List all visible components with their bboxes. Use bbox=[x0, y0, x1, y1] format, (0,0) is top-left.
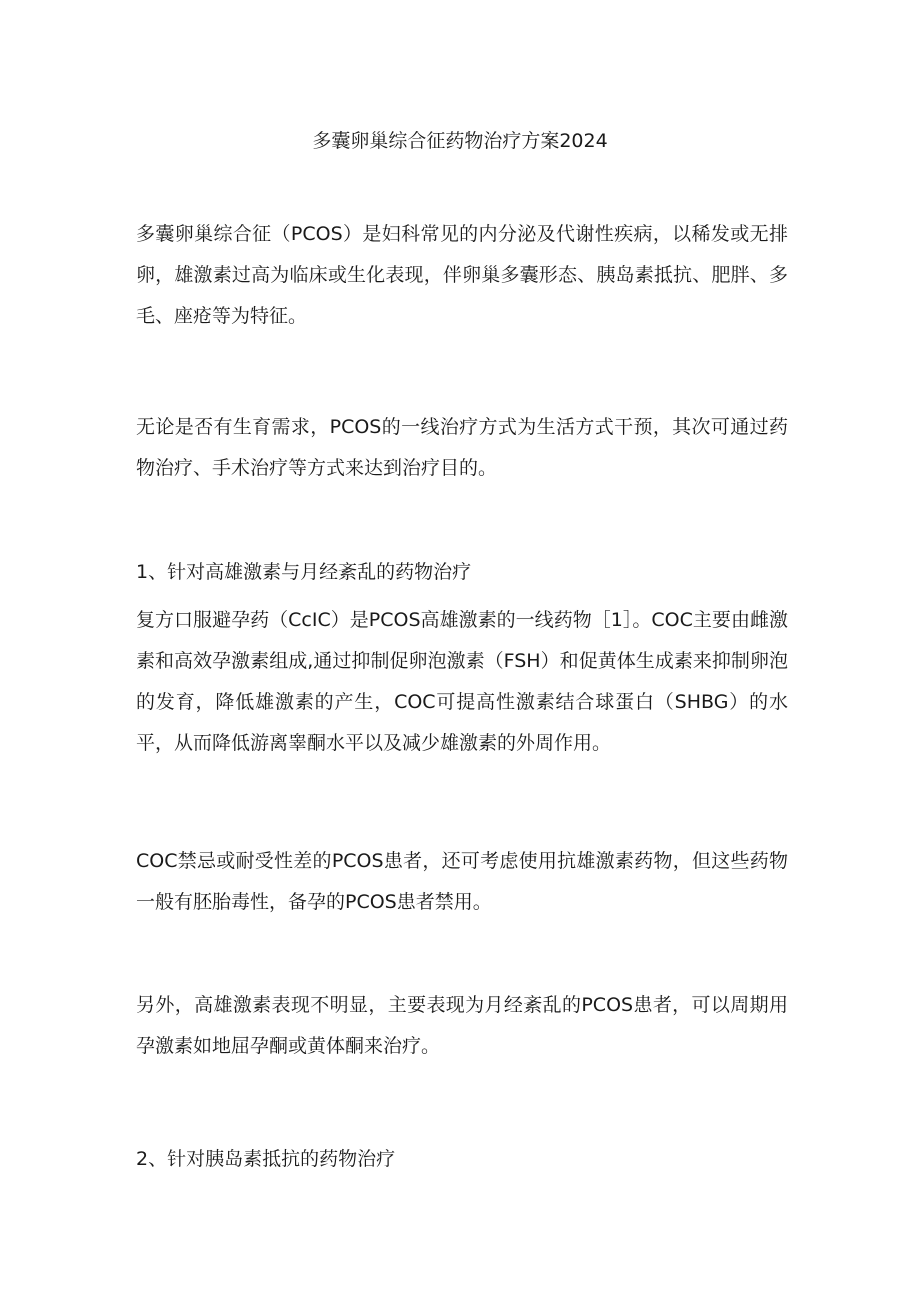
paragraph-text: 另外，高雄激素表现不明显，主要表现为月经紊乱的PCOS患者，可以周期用孕激素如地屈孕酮或黄体酮来治疗。 bbox=[136, 994, 788, 1057]
section-1-heading: 1、针对高雄激素与月经紊乱的药物治疗 bbox=[136, 561, 472, 583]
section-2-heading: 2、针对胰岛素抵抗的药物治疗 bbox=[136, 1148, 396, 1170]
coc-paragraph bbox=[136, 600, 788, 764]
intro-paragraph bbox=[136, 214, 788, 337]
antiandrogen-paragraph bbox=[136, 841, 788, 923]
paragraph-text: COC禁忌或耐受性差的PCOS患者，还可考虑使用抗雄激素药物，但这些药物一般有胚胎毒性，备孕的PCOS患者禁用。 bbox=[136, 850, 788, 913]
treatment-overview-paragraph bbox=[136, 407, 788, 489]
paragraph-text: 无论是否有生育需求，PCOS的一线治疗方式为生活方式干预，其次可通过药物治疗、手术治疗等方式来达到治疗目的。 bbox=[136, 416, 788, 479]
progestin-paragraph bbox=[136, 985, 788, 1067]
paragraph-text: 多囊卵巢综合征（PCOS）是妇科常见的内分泌及代谢性疾病，以稀发或无排卵，雄激素过高为临床或生化表现，伴卵巢多囊形态、胰岛素抵抗、肥胖、多毛、座疮等为特征。 bbox=[136, 223, 788, 327]
paragraph-text: 复方口服避孕药（CcIC）是PCOS高雄激素的一线药物［1］。COC主要由雌激素和高效孕激素组成,通过抑制促卵泡激素（FSH）和促黄体生成素来抑制卵泡的发育，降低雄激素的产生，COC可提高性激素结合球蛋白（SHBG）的水平，从而降低游离睾酮水平以及减少雄激素的外周作用。 bbox=[136, 609, 788, 754]
document-title: 多囊卵巢综合征药物治疗方案2024 bbox=[312, 130, 608, 152]
